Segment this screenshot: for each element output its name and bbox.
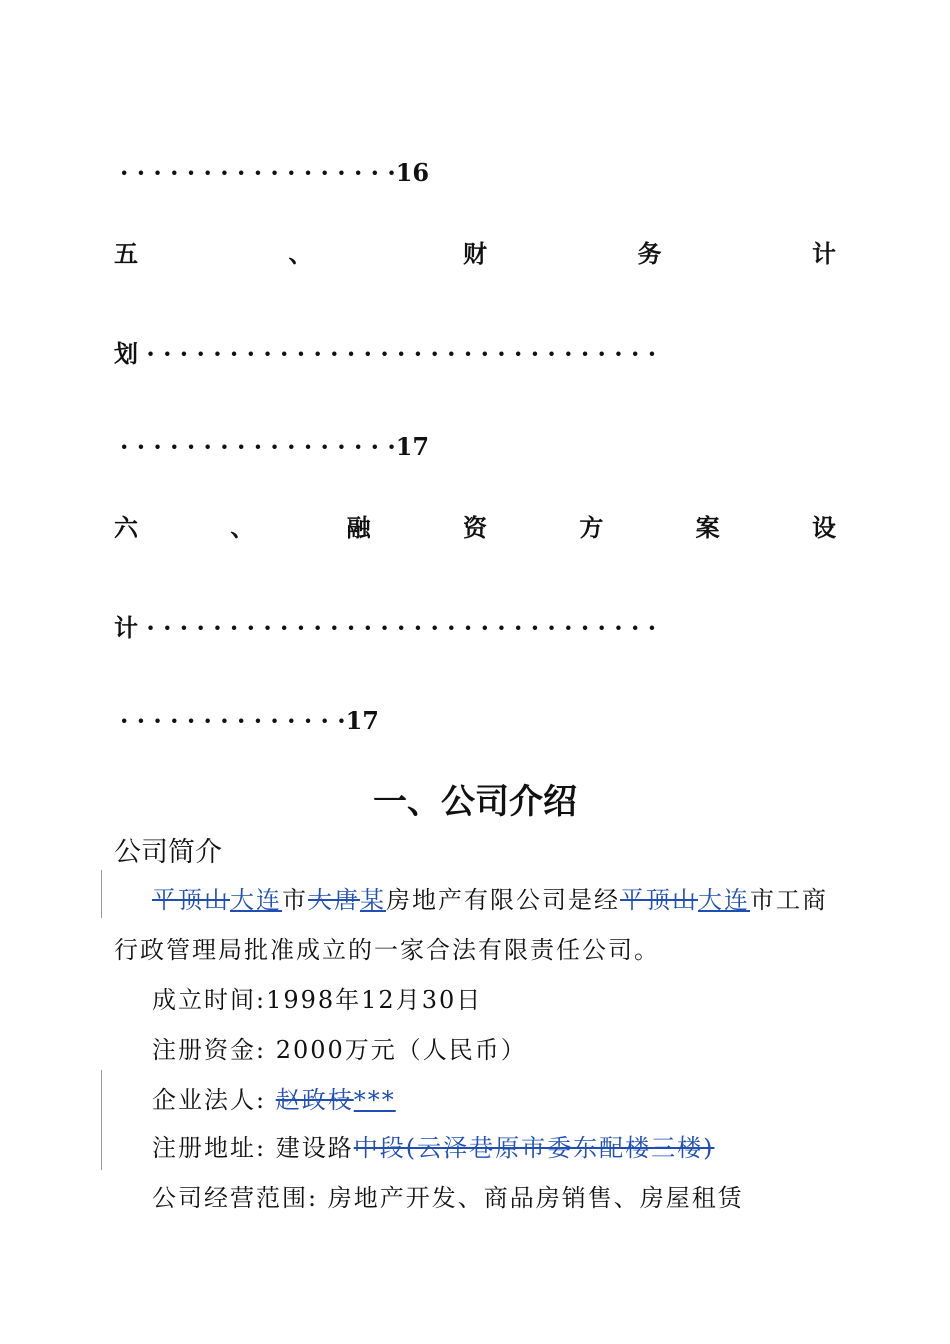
toc-item-financing-design[interactable] [114,508,836,543]
toc-char: 融 [346,513,371,542]
inserted-text: 大连 [230,886,282,914]
text: 市 [282,886,308,914]
toc-char: 设 [811,513,836,542]
legal-representative [152,1080,396,1115]
toc-line-tail-16: · · · · · · · · · · · · · · · · ·16 [120,158,430,187]
toc-char: 、 [288,239,313,268]
revision-bar [101,870,102,918]
toc-char: 务 [637,239,662,268]
section-title: 一、公司介绍 [373,782,577,822]
toc-char: 计 [812,239,836,268]
deleted-text: 赵政枝 [275,1086,354,1114]
toc-char: 五 [114,239,138,268]
deleted-text: 中段(云泽巷原市委东配楼三楼) [353,1134,715,1162]
section-subtitle: 公司简介 [114,837,222,868]
registered-capital: 注册资金: 2000万元（人民币） [152,1036,527,1064]
intro-paragraph-line1 [152,880,828,915]
inserted-text: 某 [360,886,386,914]
label: 注册地址: 建设路 [152,1134,354,1162]
toc-char: 划 [114,339,138,368]
deleted-text: 平顶山 [152,886,230,914]
inserted-text: *** [353,1086,396,1114]
label: 企业法人: [152,1086,276,1114]
toc-line-tail-17: · · · · · · · · · · · · · · · · ·17 [120,432,430,461]
toc-char: 、 [230,513,255,542]
toc-char: 六 [114,513,138,542]
toc-item-financial-plan[interactable] [114,234,836,269]
toc-leader-dots: · · · · · · · · · · · · · · · · · · · · · · · · · · · · · · · [146,613,657,642]
text: 房地产有限公司是经 [386,886,620,914]
deleted-text: 大唐 [308,886,360,914]
founded-date: 成立时间:1998年12月30日 [152,986,483,1014]
toc-char: 资 [462,513,487,542]
toc-char: 财 [463,239,487,268]
registered-address [152,1128,714,1163]
toc-line-tail-17b: · · · · · · · · · · · · · ·17 [120,706,379,735]
business-scope: 公司经营范围: 房地产开发、商品房销售、房屋租赁 [152,1184,744,1212]
toc-item-financial-plan-dots [114,334,656,369]
text: 市工商 [750,886,828,914]
toc-char: 案 [695,513,720,542]
toc-item-financing-design-dots [114,608,656,643]
deleted-text: 平顶山 [620,886,698,914]
toc-char: 计 [114,613,138,642]
toc-char: 方 [579,513,604,542]
intro-paragraph-line2: 行政管理局批准成立的一家合法有限责任公司。 [114,936,660,964]
revision-bar [101,1070,102,1170]
inserted-text: 大连 [698,886,750,914]
toc-leader-dots: · · · · · · · · · · · · · · · · · · · · · · · · · · · · · · · [146,339,657,368]
